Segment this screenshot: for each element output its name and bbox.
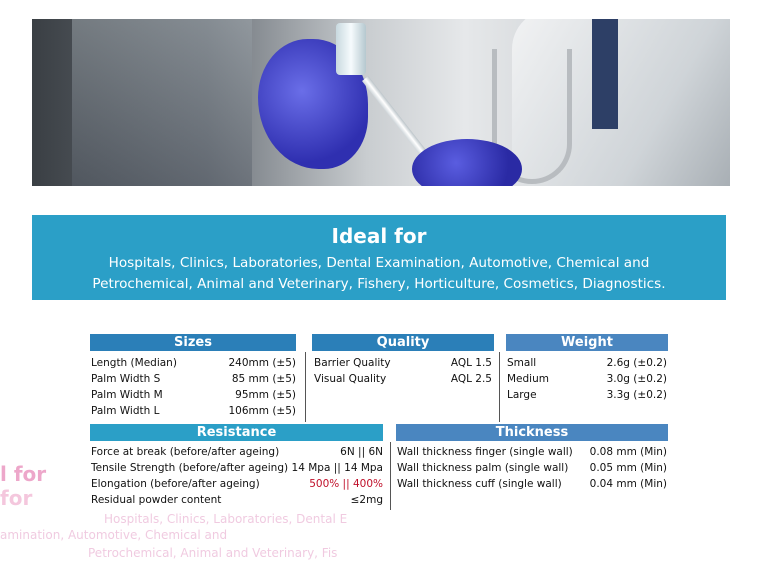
row-label: Palm Width L: [91, 405, 160, 417]
row-label: Barrier Quality: [314, 357, 391, 369]
sizes-row: [91, 371, 296, 387]
ghost-text: l for: [0, 462, 47, 486]
column-divider: [390, 442, 391, 510]
resistance-header: Resistance: [90, 424, 383, 441]
thickness-header: Thickness: [396, 424, 668, 441]
row-value: 3.3g (±0.2): [606, 389, 667, 401]
resistance-row: [91, 444, 383, 460]
row-value: 14 Mpa || 14 Mpa: [291, 462, 383, 474]
resistance-row: [91, 492, 383, 508]
background-window: [72, 19, 252, 186]
ghost-text: for: [0, 486, 33, 510]
thickness-row: [397, 460, 667, 476]
ideal-for-banner: [32, 215, 726, 300]
sizes-row: [91, 355, 296, 371]
weight-row: [507, 387, 667, 403]
row-label: Tensile Strength (before/after ageing): [91, 462, 289, 474]
resistance-row: [91, 460, 383, 476]
row-value: 85 mm (±5): [231, 373, 296, 385]
row-value: 0.08 mm (Min): [589, 446, 667, 458]
row-label: Small: [507, 357, 537, 369]
row-label: Palm Width S: [91, 373, 161, 385]
quality-row: [314, 371, 492, 387]
row-value: 95mm (±5): [235, 389, 296, 401]
row-label: Medium: [507, 373, 549, 385]
row-value: 0.05 mm (Min): [589, 462, 667, 474]
row-label: Residual powder content: [91, 494, 222, 506]
row-value: AQL 2.5: [450, 373, 492, 385]
sizes-row: [91, 387, 296, 403]
sizes-row: [91, 403, 296, 419]
column-divider: [499, 352, 500, 422]
quality-row: [314, 355, 492, 371]
row-label: Force at break (before/after ageing): [91, 446, 280, 458]
weight-row: [507, 355, 667, 371]
row-label: Wall thickness finger (single wall): [397, 446, 573, 458]
weight-row: [507, 371, 667, 387]
banner-title: Ideal for: [331, 224, 427, 248]
row-label: Palm Width M: [91, 389, 163, 401]
quality-header: Quality: [312, 334, 494, 351]
resistance-row: [91, 476, 383, 492]
tie: [592, 19, 618, 129]
banner-text: Hospitals, Clinics, Laboratories, Dental Examination, Automotive, Chemical and Petrochemical, Animal and Veterinary, Fishery, Horticulture, Cosmetics, Diagnostics.: [92, 255, 666, 292]
sizes-header: Sizes: [90, 334, 296, 351]
hero-photo: [32, 19, 730, 186]
row-label: Elongation (before/after ageing): [91, 478, 260, 490]
row-value: 0.04 mm (Min): [589, 478, 667, 490]
row-value: 106mm (±5): [228, 405, 296, 417]
row-value: 6N || 6N: [340, 446, 383, 458]
ghost-text: amination, Automotive, Chemical and: [0, 528, 228, 542]
row-label: Wall thickness palm (single wall): [397, 462, 569, 474]
row-value: 2.6g (±0.2): [606, 357, 667, 369]
row-label: Visual Quality: [314, 373, 387, 385]
row-value: 240mm (±5): [228, 357, 296, 369]
thickness-row: [397, 476, 667, 492]
row-value: ≤2mg: [350, 494, 383, 506]
row-value: 3.0g (±0.2): [606, 373, 667, 385]
vial: [336, 23, 366, 75]
row-value: 500% || 400%: [309, 478, 383, 490]
ghost-text: Petrochemical, Animal and Veterinary, Fis: [88, 546, 338, 560]
row-value: AQL 1.5: [450, 357, 492, 369]
thickness-row: [397, 444, 667, 460]
column-divider: [305, 352, 306, 422]
ghost-text: Hospitals, Clinics, Laboratories, Dental E: [104, 512, 348, 526]
weight-header: Weight: [506, 334, 668, 351]
row-label: Length (Median): [91, 357, 177, 369]
row-label: Wall thickness cuff (single wall): [397, 478, 562, 490]
row-label: Large: [507, 389, 537, 401]
